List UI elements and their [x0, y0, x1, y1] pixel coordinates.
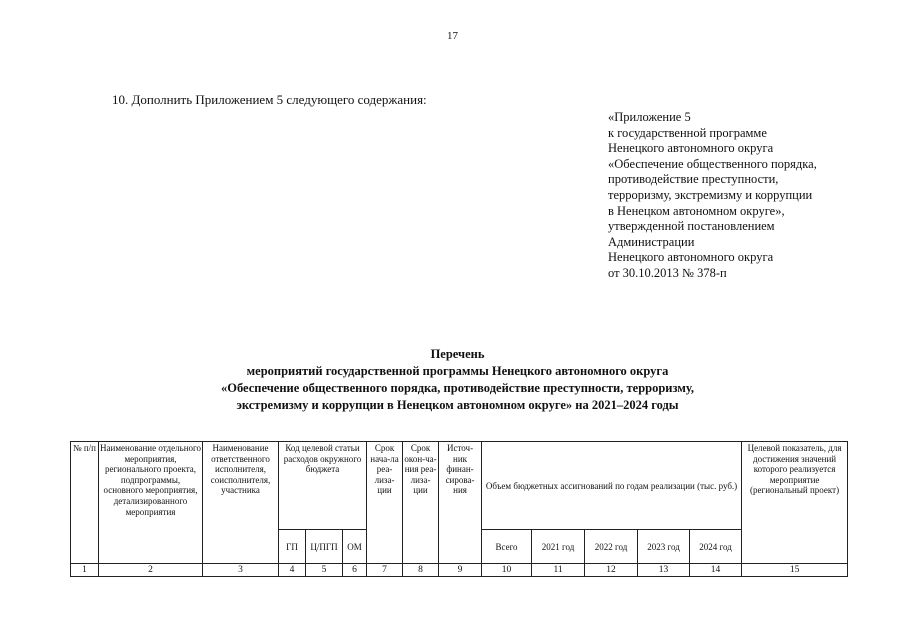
appendix-line: в Ненецком автономном округе», — [608, 203, 785, 218]
column-number: 1 — [71, 564, 99, 577]
appendix-line: противодействие преступности, — [608, 172, 779, 187]
header-num: № п/п — [71, 442, 99, 564]
column-number: 9 — [439, 564, 482, 577]
title-line: мероприятий государственной программы Ненецкого автономного округа — [246, 364, 669, 378]
header-code-cpgp: Ц/ПГП — [306, 530, 343, 564]
page-number: 17 — [447, 30, 458, 42]
header-activity-name: Наименование отдельного мероприятия, регионального проекта, подпрограммы, основного мероприятия, детализированного мероприятия — [99, 442, 203, 564]
column-number: 12 — [585, 564, 638, 577]
appendix-line: Ненецкого автономного округа — [608, 250, 774, 265]
appendix-line: «Приложение 5 — [608, 110, 691, 124]
header-year-2021: 2021 год — [532, 530, 585, 564]
document-title — [150, 346, 765, 414]
column-number: 11 — [532, 564, 585, 577]
appendix-line: Администрации — [608, 234, 695, 249]
appendix-line: к государственной программе — [608, 125, 767, 140]
column-number: 10 — [482, 564, 532, 577]
column-number: 2 — [99, 564, 203, 577]
column-number: 6 — [343, 564, 367, 577]
column-number: 4 — [279, 564, 306, 577]
title-line: «Обеспечение общественного порядка, противодействие преступности, терроризму, — [221, 381, 694, 395]
appendix-header — [608, 110, 898, 282]
title-line: Перечень — [430, 347, 485, 361]
header-executor: Наименование ответственного исполнителя, соисполнителя, участника — [203, 442, 279, 564]
header-end-date: Срок окон-ча-ния реа-лиза-ции — [403, 442, 439, 564]
appendix-line: терроризму, экстремизму и коррупции — [608, 187, 813, 202]
header-budget-code: Код целевой статьи расходов окружного бюджета — [279, 442, 367, 530]
header-year-2023: 2023 год — [638, 530, 690, 564]
header-code-gp: ГП — [279, 530, 306, 564]
header-budget-allocations: Объем бюджетных ассигнований по годам реализации (тыс. руб.) — [482, 442, 742, 530]
appendix-line: утвержденной постановлением — [608, 219, 775, 234]
column-number: 8 — [403, 564, 439, 577]
column-number: 3 — [203, 564, 279, 577]
header-year-2024: 2024 год — [690, 530, 742, 564]
column-number: 7 — [367, 564, 403, 577]
header-code-om: ОМ — [343, 530, 367, 564]
column-number: 5 — [306, 564, 343, 577]
column-number: 13 — [638, 564, 690, 577]
intro-paragraph: 10. Дополнить Приложением 5 следующего содержания: — [112, 92, 427, 107]
header-year-2022: 2022 год — [585, 530, 638, 564]
header-total: Всего — [482, 530, 532, 564]
column-number: 14 — [690, 564, 742, 577]
appendix-line: от 30.10.2013 № 378-п — [608, 265, 727, 280]
column-number: 15 — [742, 564, 848, 577]
activities-table — [70, 441, 848, 577]
header-funding-source: Источ-ник финан-сирова-ния — [439, 442, 482, 564]
appendix-line: Ненецкого автономного округа — [608, 141, 774, 156]
appendix-line: «Обеспечение общественного порядка, — [608, 156, 817, 171]
title-line: экстремизму и коррупции в Ненецком автономном округе» на 2021–2024 годы — [236, 398, 679, 412]
header-start-date: Срок нача-ла реа-лиза-ции — [367, 442, 403, 564]
header-target-indicator: Целевой показатель, для достижения значений которого реализуется мероприятие (региональный проект) — [742, 442, 848, 564]
